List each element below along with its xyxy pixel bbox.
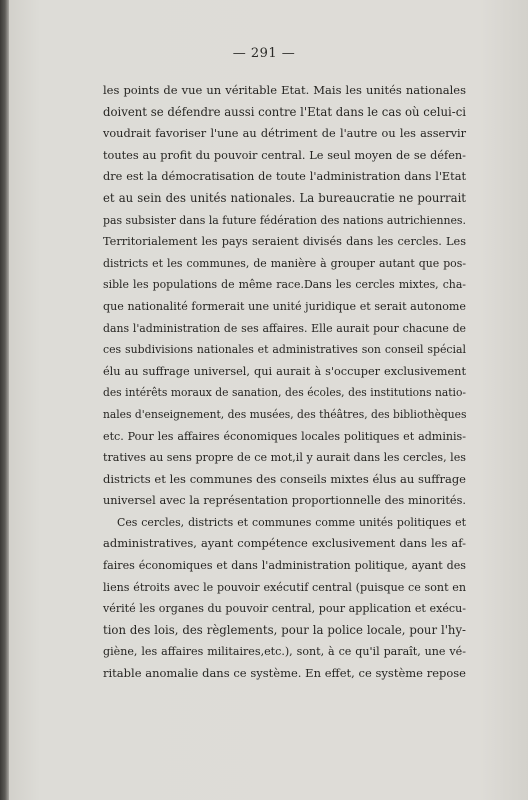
book-binding-edge: [0, 0, 9, 800]
text-line: giène, les affaires militaires,etc.), sont, à ce qu'il paraît, une vé-: [103, 645, 466, 659]
text-line: que nationalité formerait une unité juridique et serait autonome: [103, 299, 466, 313]
text-line: districts et les communes, de manière à grouper autant que pos-: [103, 256, 466, 270]
text-line: universel avec la représentation proportionnelle des minorités.: [103, 494, 466, 508]
text-line: dans l'administration de ses affaires. Elle aurait pour chacune de: [103, 321, 466, 335]
text-line: toutes au profit du pouvoir central. Le seul moyen de se défen-: [103, 148, 466, 162]
paragraph-first-line: Ces cercles, districts et communes comme unités politiques et: [117, 515, 466, 529]
text-line: vérité les organes du pouvoir central, pour application et exécu-: [103, 602, 466, 616]
text-line: pas subsister dans la future fédération des nations autrichiennes.: [103, 213, 466, 227]
text-line: Territorialement les pays seraient divisés dans les cercles. Les: [103, 235, 466, 249]
text-line: faires économiques et dans l'administration politique, ayant des: [103, 559, 466, 573]
text-line: liens étroits avec le pouvoir exécutif central (puisque ce sont en: [103, 580, 466, 594]
text-line: districts et les communes des conseils mixtes élus au suffrage: [103, 471, 466, 486]
text-line: dre est la démocratisation de toute l'administration dans l'Etat: [103, 170, 466, 184]
text-line: élu au suffrage universel, qui aurait à s'occuper exclusivement: [103, 364, 466, 378]
text-line: tion des lois, des règlements, pour la police locale, pour l'hy-: [103, 622, 466, 637]
body-text: [103, 80, 466, 685]
text-line: ritable anomalie dans ce système. En effet, ce système repose: [103, 666, 466, 681]
text-line: et au sein des unités nationales. La bureaucratie ne pourrait: [103, 190, 466, 205]
text-line: sible les populations de même race.Dans les cercles mixtes, cha-: [103, 278, 466, 292]
text-line: etc. Pour les affaires économiques locales politiques et adminis-: [103, 429, 466, 443]
text-line: tratives au sens propre de ce mot,il y aurait dans les cercles, les: [103, 451, 466, 465]
text-line: des intérêts moraux de sanation, des écoles, des institutions natio-: [103, 386, 466, 400]
text-line: ces subdivisions nationales et administratives son conseil spécial: [103, 343, 466, 357]
page-number: — 291 —: [232, 46, 296, 61]
text-line: voudrait favoriser l'une au détriment de l'autre ou les asservir: [103, 127, 466, 141]
text-line: doivent se défendre aussi contre l'Etat dans le cas où celui-ci: [103, 104, 467, 119]
text-line: les points de vue un véritable Etat. Mais les unités nationales: [103, 83, 466, 97]
text-line: nales d'enseignement, des musées, des théâtres, des bibliothèques: [103, 407, 467, 421]
text-line: administratives, ayant compétence exclusivement dans les af-: [103, 536, 466, 551]
